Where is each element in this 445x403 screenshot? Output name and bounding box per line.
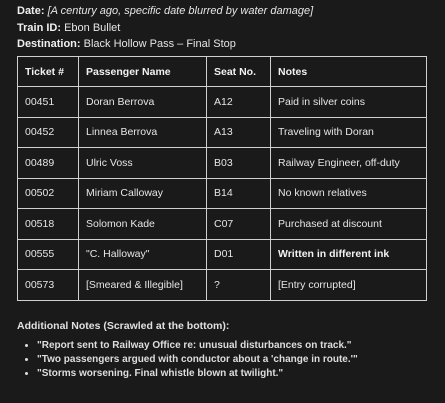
passenger-name-cell: Ulric Voss (79, 148, 207, 179)
manifest-header (17, 3, 313, 53)
notes-cell: Written in different ink (271, 239, 427, 270)
date-line (17, 3, 313, 20)
ticket-cell: 00573 (18, 270, 79, 301)
seat-cell: B14 (207, 178, 271, 209)
train-id-value: Ebon Bullet (64, 21, 121, 34)
additional-notes-title: Additional Notes (Scrawled at the bottom): (17, 320, 230, 332)
notes-cell: Railway Engineer, off-duty (271, 148, 427, 179)
additional-notes-list (17, 339, 432, 381)
notes-cell: Purchased at discount (271, 209, 427, 240)
seat-cell: A13 (207, 117, 271, 148)
list-item: • "Storms worsening. Final whistle blown at twilight." (37, 367, 432, 381)
passenger-name-cell: Solomon Kade (79, 209, 207, 240)
ticket-cell: 00502 (18, 178, 79, 209)
column-header-notes: Notes (271, 57, 427, 87)
column-header-ticket: Ticket # (18, 57, 79, 87)
passenger-name-cell: Linnea Berrova (79, 117, 207, 148)
ticket-cell: 00555 (18, 239, 79, 270)
additional-notes-section (17, 320, 432, 381)
date-value: [A century ago, specific date blurred by water damage] (47, 5, 314, 17)
notes-cell: [Entry corrupted] (271, 270, 427, 301)
train-id-line (17, 20, 313, 37)
passenger-name-cell: "C. Halloway" (79, 239, 207, 270)
ticket-cell: 00452 (18, 117, 79, 148)
table-row (18, 178, 427, 209)
passenger-name-cell: Miriam Calloway (79, 178, 207, 209)
list-item: • "Two passengers argued with conductor about a 'change in route.'" (37, 353, 432, 367)
passenger-name-cell: [Smeared & Illegible] (79, 270, 207, 301)
list-item: • "Report sent to Railway Office re: unusual disturbances on track." (37, 339, 432, 353)
passenger-table (17, 56, 427, 301)
date-label: Date: (17, 5, 45, 17)
destination-label: Destination: (17, 38, 81, 50)
table-row (18, 148, 427, 179)
ticket-cell: 00489 (18, 148, 79, 179)
column-header-passenger-name: Passenger Name (79, 57, 207, 87)
destination-value: Black Hollow Pass – Final Stop (83, 38, 236, 50)
destination-line (17, 36, 313, 53)
table-row (18, 239, 427, 270)
seat-cell: C07 (207, 209, 271, 240)
notes-cell: Traveling with Doran (271, 117, 427, 148)
table-row (18, 209, 427, 240)
table-row (18, 270, 427, 301)
passenger-name-cell: Doran Berrova (79, 87, 207, 118)
column-header-seat: Seat No. (207, 57, 271, 87)
seat-cell: A12 (207, 87, 271, 118)
ticket-cell: 00451 (18, 87, 79, 118)
seat-cell: D01 (207, 239, 271, 270)
notes-cell: Paid in silver coins (271, 87, 427, 118)
seat-cell: ? (207, 270, 271, 301)
train-id-label: Train ID: (17, 21, 62, 34)
table-row (18, 87, 427, 118)
table-header-row (18, 57, 427, 87)
notes-cell: No known relatives (271, 178, 427, 209)
table-row (18, 117, 427, 148)
seat-cell: B03 (207, 148, 271, 179)
ticket-cell: 00518 (18, 209, 79, 240)
